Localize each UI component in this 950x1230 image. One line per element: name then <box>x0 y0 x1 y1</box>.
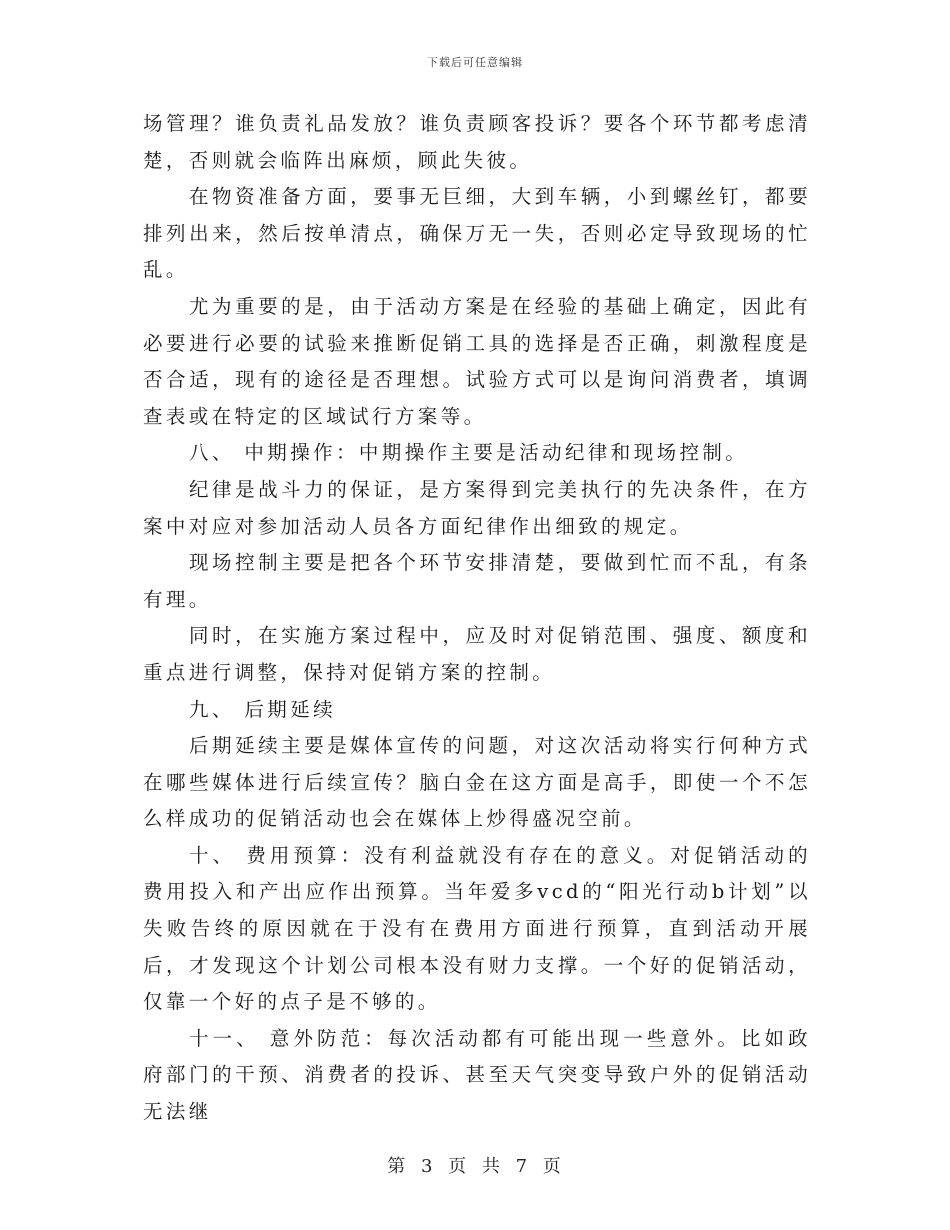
paragraph-3: 尤为重要的是，由于活动方案是在经验的基础上确定，因此有必要进行必要的试验来推断促销工具的选择是否正确，刺激程度是否合适，现有的途径是否理想。试验方式可以是询问消费者，填调查表或在特定的区域试行方案等。 <box>143 294 811 428</box>
page-header: 下载后可任意编辑 <box>427 56 523 69</box>
section-heading-8: 八、 中期操作：中期操作主要是活动纪律和现场控制。 <box>189 441 749 465</box>
document-body <box>143 106 811 1131</box>
paragraph-6: 现场控制主要是把各个环节安排清楚，要做到忙而不乱，有条有理。 <box>143 551 811 611</box>
section-heading-9: 九、 后期延续 <box>189 697 336 721</box>
paragraph-7: 同时，在实施方案过程中，应及时对促销范围、强度、额度和重点进行调整，保持对促销方案的控制。 <box>143 624 811 684</box>
paragraph-2: 在物资准备方面，要事无巨细，大到车辆，小到螺丝钉，都要排列出来，然后按单清点，确保万无一失，否则必定导致现场的忙乱。 <box>143 185 811 282</box>
section-heading-11: 十一、 意外防范：每次活动都有可能出现一些意外。比如政府部门的干预、消费者的投诉、甚至天气突变导致户外的促销活动无法继 <box>143 1026 811 1124</box>
paragraph-9: 后期延续主要是媒体宣传的问题，对这次活动将实行何种方式在哪些媒体进行后续宣传？脑白金在这方面是高手，即使一个不怎么样成功的促销活动也会在媒体上炒得盛况空前。 <box>143 734 811 831</box>
section-heading-10: 十、 费用预算：没有利益就没有存在的意义。对促销活动的费用投入和产出应作出预算。当年爱多vcd的“阳光行动b计划”以失败告终的原因就在于没有在费用方面进行预算，直到活动开展后，才发现这个计划公司根本没有财力支撑。一个好的促销活动，仅靠一个好的点子是不够的。 <box>143 843 811 1014</box>
paragraph-5: 纪律是战斗力的保证，是方案得到完美执行的先决条件，在方案中对应对参加活动人员各方面纪律作出细致的规定。 <box>143 477 811 538</box>
page-number: 第 3 页 共 7 页 <box>387 1156 563 1177</box>
paragraph-1: 场管理？谁负责礼品发放？谁负责顾客投诉？要各个环节都考虑清楚，否则就会临阵出麻烦，顾此失彼。 <box>143 112 811 172</box>
